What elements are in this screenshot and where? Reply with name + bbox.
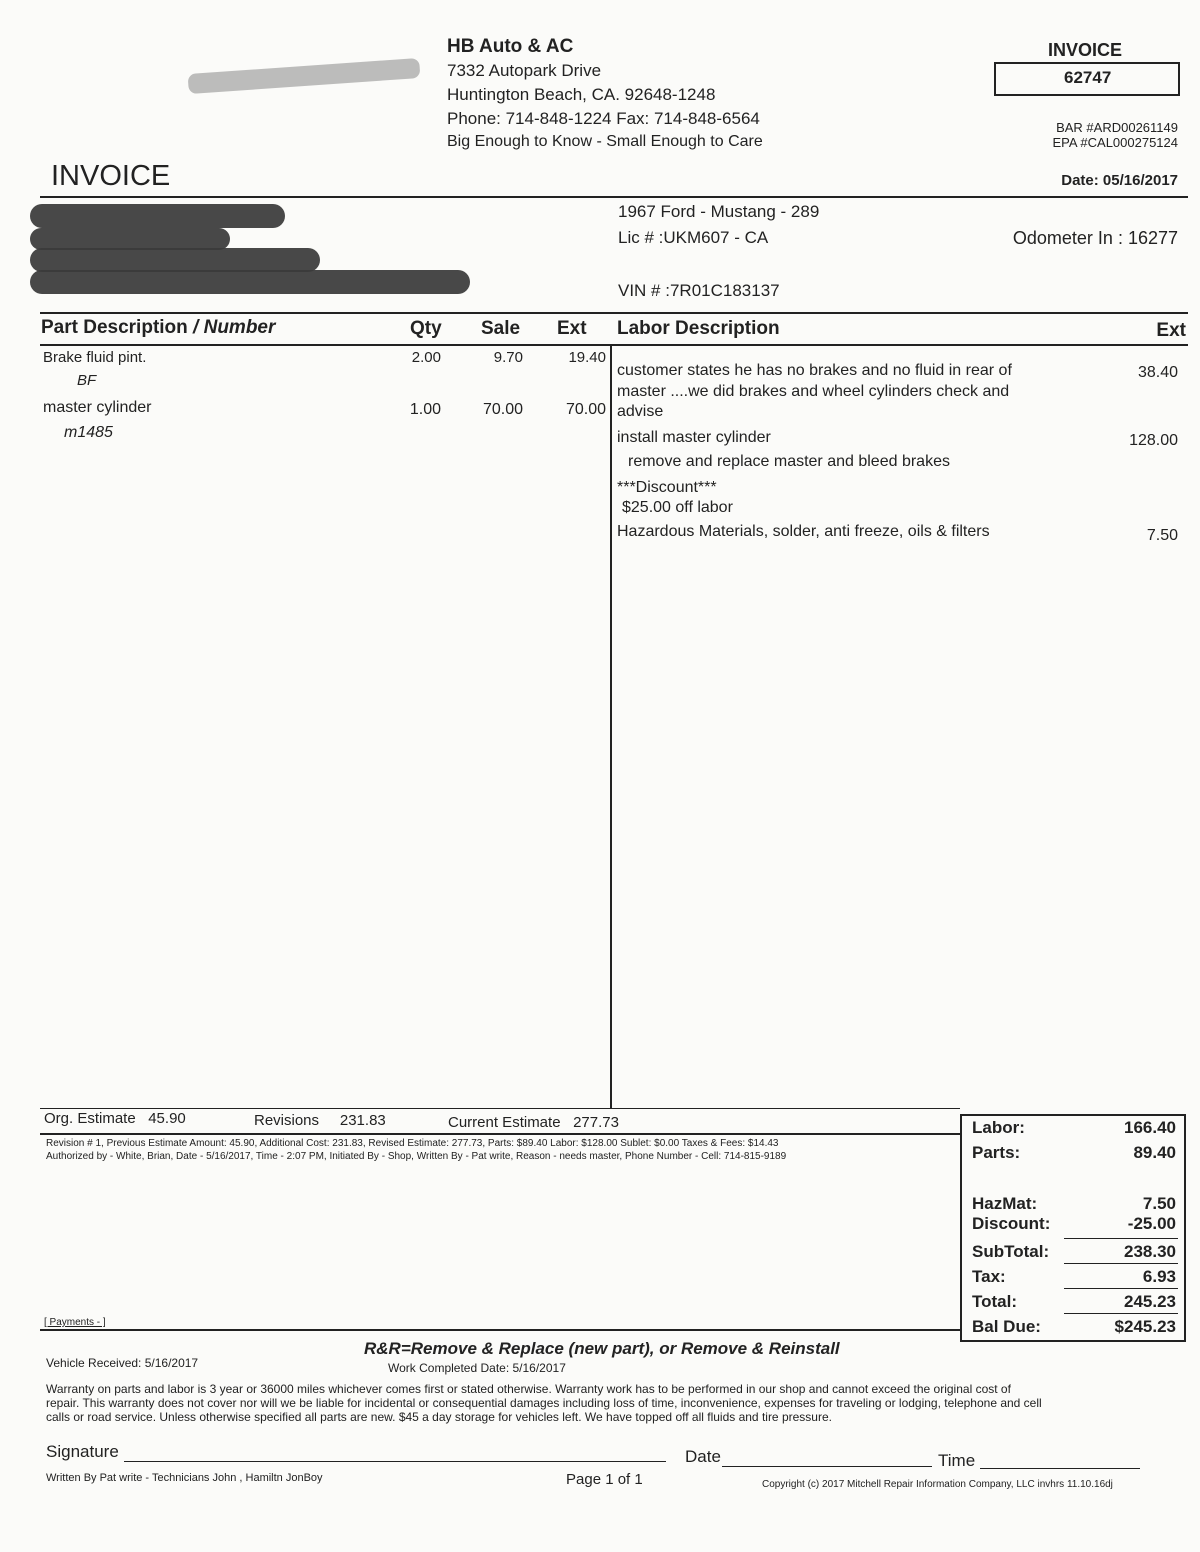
copyright: Copyright (c) 2017 Mitchell Repair Information Company, LLC invhrs 11.10.16dj — [762, 1479, 1113, 1490]
totals-tax-label: Tax: — [972, 1267, 1006, 1286]
revisions — [254, 1112, 386, 1129]
hazmat-ext: 7.50 — [1146, 527, 1178, 544]
totals-parts-label: Parts: — [972, 1143, 1021, 1162]
invoice-number-box — [994, 62, 1180, 96]
items-column-divider — [610, 346, 612, 1108]
revisions-label: Revisions — [254, 1112, 320, 1129]
redacted-customer-info — [30, 228, 230, 250]
page-number: Page 1 of 1 — [566, 1471, 643, 1488]
vehicle-received: Vehicle Received: 5/16/2017 — [46, 1356, 199, 1370]
warranty-line3: calls or road service. Unless otherwise specified all parts are new. $45 a day storage for vehicles left. We have topped off all fluids and tire pressure. — [46, 1410, 832, 1424]
items-header-divider — [40, 344, 1188, 346]
revisions-value: 231.83 — [339, 1112, 386, 1129]
parts-header-ext: Ext — [557, 318, 587, 339]
revision-note-2: Authorized by - White, Brian, Date - 5/16/2017, Time - 2:07 PM, Initiated By - Shop, Written By - Pat write, Reason - needs master, Phone Number - Cell: 714-815-9189 — [46, 1151, 787, 1162]
labor-row-1-line1: customer states he has no brakes and no fluid in rear of — [617, 362, 1012, 379]
labor-row-1-ext: 38.40 — [1137, 364, 1178, 381]
part-row-2-qty: 1.00 — [409, 401, 441, 418]
parts-header-number-label: / Number — [187, 317, 276, 338]
totals-hazmat-value: 7.50 — [1142, 1194, 1176, 1213]
current-estimate-value: 277.73 — [573, 1114, 619, 1131]
items-top-divider — [40, 312, 1188, 314]
discount-line2: $25.00 off labor — [622, 499, 733, 516]
org-estimate-label: Org. Estimate — [44, 1110, 136, 1127]
revision-note-1: Revision # 1, Previous Estimate Amount: 45.90, Additional Cost: 231.83, Revised Estimate: 277.73, Parts: $89.40 Labor: $128.00 Sublet: $0.00 Taxes & Fees: $14.43 — [46, 1138, 779, 1149]
totals-discount-label: Discount: — [972, 1214, 1051, 1233]
shop-logo — [188, 58, 421, 94]
date-label: Date — [685, 1447, 721, 1466]
totals-subtotal-label: SubTotal: — [972, 1242, 1050, 1261]
invoice-title: INVOICE — [51, 160, 171, 192]
totals-total-label: Total: — [972, 1292, 1018, 1311]
labor-row-1-line3: advise — [617, 403, 664, 420]
parts-header-desc-label: Part Description — [41, 317, 188, 338]
odometer: Odometer In : 16277 — [1012, 228, 1178, 248]
totals-tax-value: 6.93 — [1142, 1267, 1176, 1286]
hazmat-line: Hazardous Materials, solder, anti freeze, oils & filters — [617, 523, 990, 540]
totals-total-value: 245.23 — [1124, 1292, 1176, 1311]
tax-underline — [1064, 1288, 1178, 1289]
shop-name: HB Auto & AC — [447, 36, 574, 57]
part-row-1-sale: 9.70 — [493, 349, 523, 366]
signature-line[interactable] — [124, 1461, 666, 1462]
redacted-customer-info — [30, 204, 285, 228]
part-row-1-qty: 2.00 — [411, 349, 441, 366]
totals-labor-value: 166.40 — [1124, 1118, 1176, 1137]
subtotal-divider — [1064, 1238, 1178, 1239]
vehicle-description: 1967 Ford - Mustang - 289 — [618, 202, 820, 221]
rr-legend: R&R=Remove & Replace (new part), or Remove & Reinstall — [364, 1339, 840, 1358]
bar-number: BAR #ARD00261149 — [1056, 120, 1178, 135]
shop-address-line1: 7332 Autopark Drive — [447, 61, 602, 80]
part-row-2-ext: 70.00 — [565, 401, 606, 418]
part-row-2-number: m1485 — [64, 424, 113, 441]
parts-header-qty: Qty — [410, 318, 442, 339]
vehicle-license: Lic # :UKM607 - CA — [618, 228, 769, 247]
time-label: Time — [938, 1451, 976, 1470]
totals-parts-value: 89.40 — [1133, 1143, 1176, 1162]
time-line[interactable] — [980, 1468, 1140, 1469]
labor-row-2-line2: remove and replace master and bleed brakes — [628, 453, 950, 470]
footer-divider — [40, 1329, 960, 1331]
subtotal-underline — [1064, 1263, 1178, 1264]
redacted-customer-info — [30, 248, 320, 272]
estimate-divider — [40, 1133, 960, 1135]
parts-header-sale: Sale — [481, 318, 521, 339]
part-row-2-desc: master cylinder — [43, 399, 152, 416]
totals-subtotal-value: 238.30 — [1124, 1242, 1176, 1261]
part-row-1-desc: Brake fluid pint. — [43, 349, 147, 366]
part-row-2-sale: 70.00 — [482, 401, 523, 418]
org-estimate-value: 45.90 — [148, 1110, 186, 1127]
org-estimate — [44, 1110, 186, 1127]
totals-bal-due-label: Bal Due: — [972, 1317, 1041, 1336]
invoice-date: Date: 05/16/2017 — [1061, 172, 1178, 189]
part-row-1-number: BF — [77, 372, 97, 389]
epa-number: EPA #CAL000275124 — [1052, 135, 1178, 150]
labor-header-desc: Labor Description — [617, 318, 780, 339]
date-line[interactable] — [722, 1466, 932, 1467]
shop-phone-fax: Phone: 714-848-1224 Fax: 714-848-6564 — [447, 109, 760, 128]
labor-row-2-line1: install master cylinder — [617, 429, 771, 446]
labor-header-ext: Ext — [1156, 320, 1186, 341]
totals-labor-label: Labor: — [972, 1118, 1025, 1137]
total-underline — [1064, 1313, 1178, 1314]
invoice-header-label: INVOICE — [1048, 40, 1123, 60]
redacted-customer-info — [30, 270, 470, 294]
work-completed: Work Completed Date: 5/16/2017 — [388, 1361, 566, 1375]
part-row-1-ext: 19.40 — [568, 349, 606, 366]
warranty-line1: Warranty on parts and labor is 3 year or 36000 miles whichever comes first or stated otherwise. Warranty work has to be performed in our shop and cannot exceed the original cost of — [46, 1382, 1011, 1396]
labor-row-1-line2: master ....we did brakes and wheel cylinders check and — [617, 383, 1010, 400]
labor-row-2-ext: 128.00 — [1129, 432, 1178, 449]
totals-discount-value: -25.00 — [1127, 1214, 1176, 1233]
current-estimate — [448, 1114, 619, 1131]
totals-hazmat-label: HazMat: — [972, 1194, 1038, 1213]
written-by: Written By Pat write - Technicians John , Hamiltn JonBoy — [46, 1472, 323, 1484]
signature-label: Signature — [46, 1442, 119, 1461]
shop-slogan: Big Enough to Know - Small Enough to Care — [447, 133, 763, 150]
warranty-line2: repair. This warranty does not cover nor will we be liable for incidental or consequential damages including loss of time, inconvenience, expenses for traveling or lodging, telephone and cell — [46, 1396, 1042, 1410]
estimate-top-divider — [40, 1108, 960, 1109]
invoice-number: 62747 — [1064, 68, 1112, 87]
current-estimate-label: Current Estimate — [448, 1114, 561, 1131]
totals-bal-due-value: $245.23 — [1114, 1317, 1176, 1336]
header-divider — [40, 196, 1188, 198]
vehicle-vin: VIN # :7R01C183137 — [618, 281, 780, 300]
parts-header-desc — [41, 317, 275, 339]
discount-line1: ***Discount*** — [617, 479, 717, 496]
payments-label: [ Payments - ] — [44, 1317, 106, 1328]
shop-address-line2: Huntington Beach, CA. 92648-1248 — [447, 85, 716, 104]
